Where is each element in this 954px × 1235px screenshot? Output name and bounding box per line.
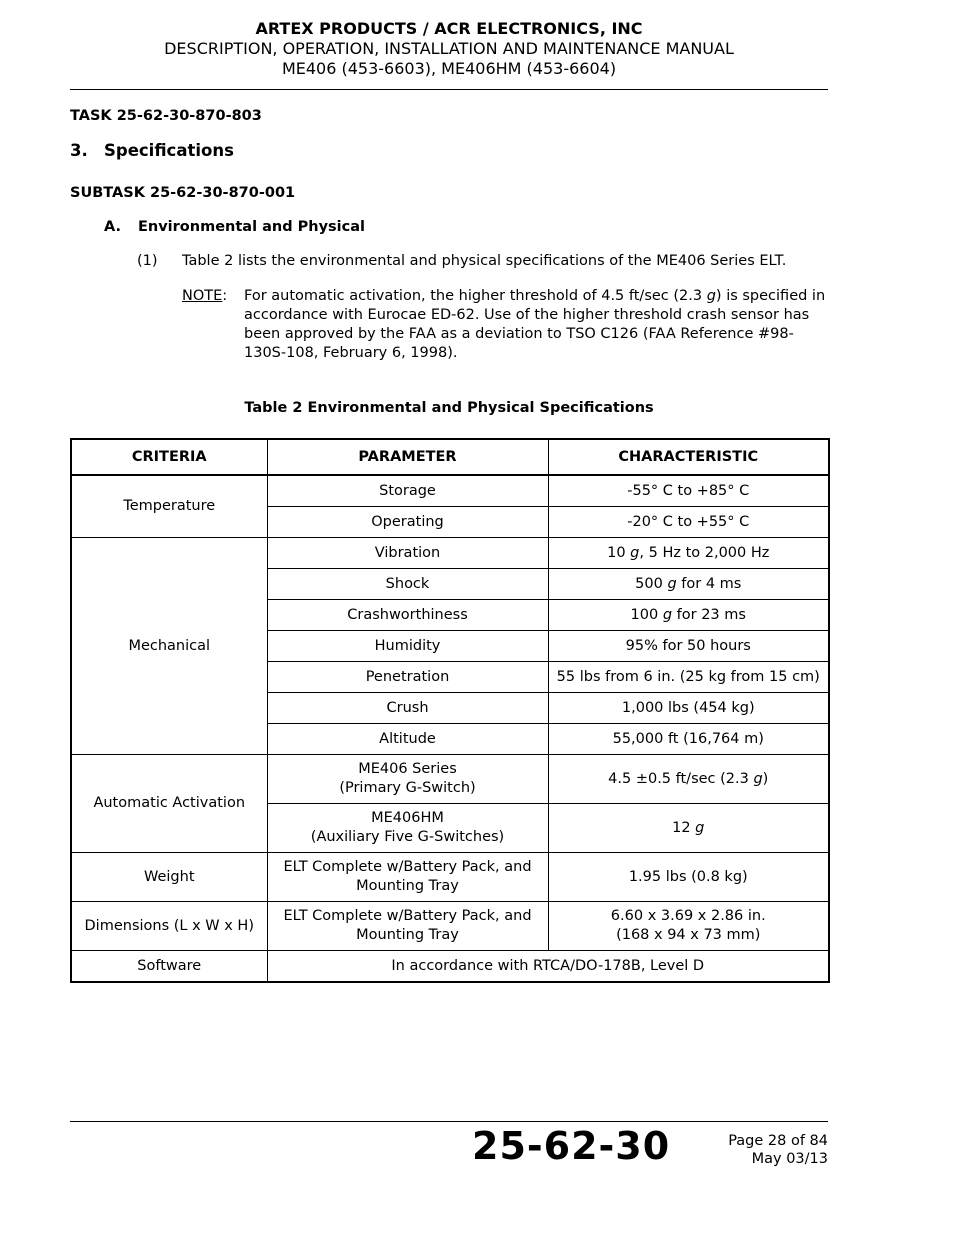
document-header	[70, 19, 828, 79]
characteristic-line: (168 x 94 x 73 mm)	[616, 927, 761, 943]
characteristic-cell: 500 g for 4 ms	[548, 569, 829, 600]
manual-title: DESCRIPTION, OPERATION, INSTALLATION AND MAINTENANCE MANUAL	[164, 39, 734, 58]
parameter-cell	[267, 755, 548, 804]
parameter-cell	[267, 902, 548, 951]
parameter-cell: Operating	[267, 507, 548, 538]
parameter-cell: Altitude	[267, 724, 548, 755]
section-number: 3.	[70, 141, 88, 160]
characteristic-cell: 55,000 ft (16,764 m)	[548, 724, 829, 755]
parameter-line: ME406 Series	[358, 761, 457, 777]
characteristic-cell	[548, 902, 829, 951]
subsection-title: Environmental and Physical	[138, 219, 365, 235]
company-name: ARTEX PRODUCTS / ACR ELECTRONICS, INC	[255, 19, 643, 38]
parameter-cell: Humidity	[267, 631, 548, 662]
table-row	[71, 853, 829, 902]
paragraph-text: Table 2 lists the environmental and physical specifications of the ME406 Series ELT.	[182, 253, 787, 269]
parameter-line: (Primary G-Switch)	[339, 780, 476, 796]
table-row	[71, 902, 829, 951]
characteristic-cell: -55° C to +85° C	[548, 475, 829, 507]
subsection-heading	[104, 219, 365, 235]
parameter-line: ELT Complete w/Battery Pack, and	[283, 859, 532, 875]
characteristic-cell: 55 lbs from 6 in. (25 kg from 15 cm)	[548, 662, 829, 693]
parameter-cell: Shock	[267, 569, 548, 600]
paragraph	[137, 253, 786, 269]
parameter-cell	[267, 853, 548, 902]
parameter-cell: Crashworthiness	[267, 600, 548, 631]
characteristic-cell: 100 g for 23 ms	[548, 600, 829, 631]
note-label: NOTE	[182, 288, 223, 304]
document-code: 25-62-30	[472, 1124, 671, 1168]
header-parameter: PARAMETER	[267, 439, 548, 475]
characteristic-cell: 95% for 50 hours	[548, 631, 829, 662]
characteristic-cell: In accordance with RTCA/DO-178B, Level D	[267, 951, 829, 983]
characteristic-cell: 12 g	[548, 804, 829, 853]
parameter-line: ME406HM	[371, 810, 444, 826]
header-divider	[70, 89, 828, 90]
characteristic-cell: 1.95 lbs (0.8 kg)	[548, 853, 829, 902]
subtask-id: SUBTASK 25-62-30-870-001	[70, 185, 296, 201]
criteria-dimensions: Dimensions (L x W x H)	[71, 902, 267, 951]
parameter-line: Mounting Tray	[356, 927, 459, 943]
characteristic-line: 6.60 x 3.69 x 2.86 in.	[610, 908, 766, 924]
note-text: For automatic activation, the higher threshold of 4.5 ft/sec (2.3 g) is specified in accordance with Eurocae ED-62. Use of the higher threshold crash sensor has been approved by the FAA as a deviation to TSO C126 (FAA Reference #98-130S-108, February 6, 1998).	[244, 288, 826, 361]
criteria-mechanical: Mechanical	[71, 538, 267, 755]
section-title: Specifications	[104, 141, 234, 160]
characteristic-cell: 10 g, 5 Hz to 2,000 Hz	[548, 538, 829, 569]
table-row	[71, 475, 829, 507]
revision-date: May 03/13	[751, 1151, 828, 1167]
footer-divider	[70, 1121, 828, 1122]
header-criteria: CRITERIA	[71, 439, 267, 475]
characteristic-cell: 4.5 ±0.5 ft/sec (2.3 g)	[548, 755, 829, 804]
specifications-table	[70, 438, 830, 983]
criteria-automatic-activation: Automatic Activation	[71, 755, 267, 853]
table-row	[71, 755, 829, 804]
parameter-cell: Storage	[267, 475, 548, 507]
section-heading	[70, 141, 234, 160]
page-number: Page 28 of 84	[728, 1133, 828, 1149]
parameter-cell: Penetration	[267, 662, 548, 693]
subsection-letter: A.	[104, 219, 121, 235]
criteria-temperature: Temperature	[71, 475, 267, 538]
table-row	[71, 538, 829, 569]
table-row	[71, 951, 829, 983]
characteristic-cell: 1,000 lbs (454 kg)	[548, 693, 829, 724]
page-info	[728, 1132, 828, 1168]
criteria-software: Software	[71, 951, 267, 983]
parameter-cell: Vibration	[267, 538, 548, 569]
table-caption: Table 2 Environmental and Physical Specifications	[244, 400, 654, 416]
paragraph-number: (1)	[137, 253, 158, 269]
characteristic-cell: -20° C to +55° C	[548, 507, 829, 538]
model-numbers: ME406 (453-6603), ME406HM (453-6604)	[281, 59, 617, 78]
table-header-row	[71, 439, 829, 475]
parameter-line: ELT Complete w/Battery Pack, and	[283, 908, 532, 924]
parameter-cell	[267, 804, 548, 853]
criteria-weight: Weight	[71, 853, 267, 902]
parameter-cell: Crush	[267, 693, 548, 724]
task-id: TASK 25-62-30-870-803	[70, 108, 262, 124]
parameter-line: (Auxiliary Five G-Switches)	[310, 829, 505, 845]
header-characteristic: CHARACTERISTIC	[548, 439, 829, 475]
parameter-line: Mounting Tray	[356, 878, 459, 894]
